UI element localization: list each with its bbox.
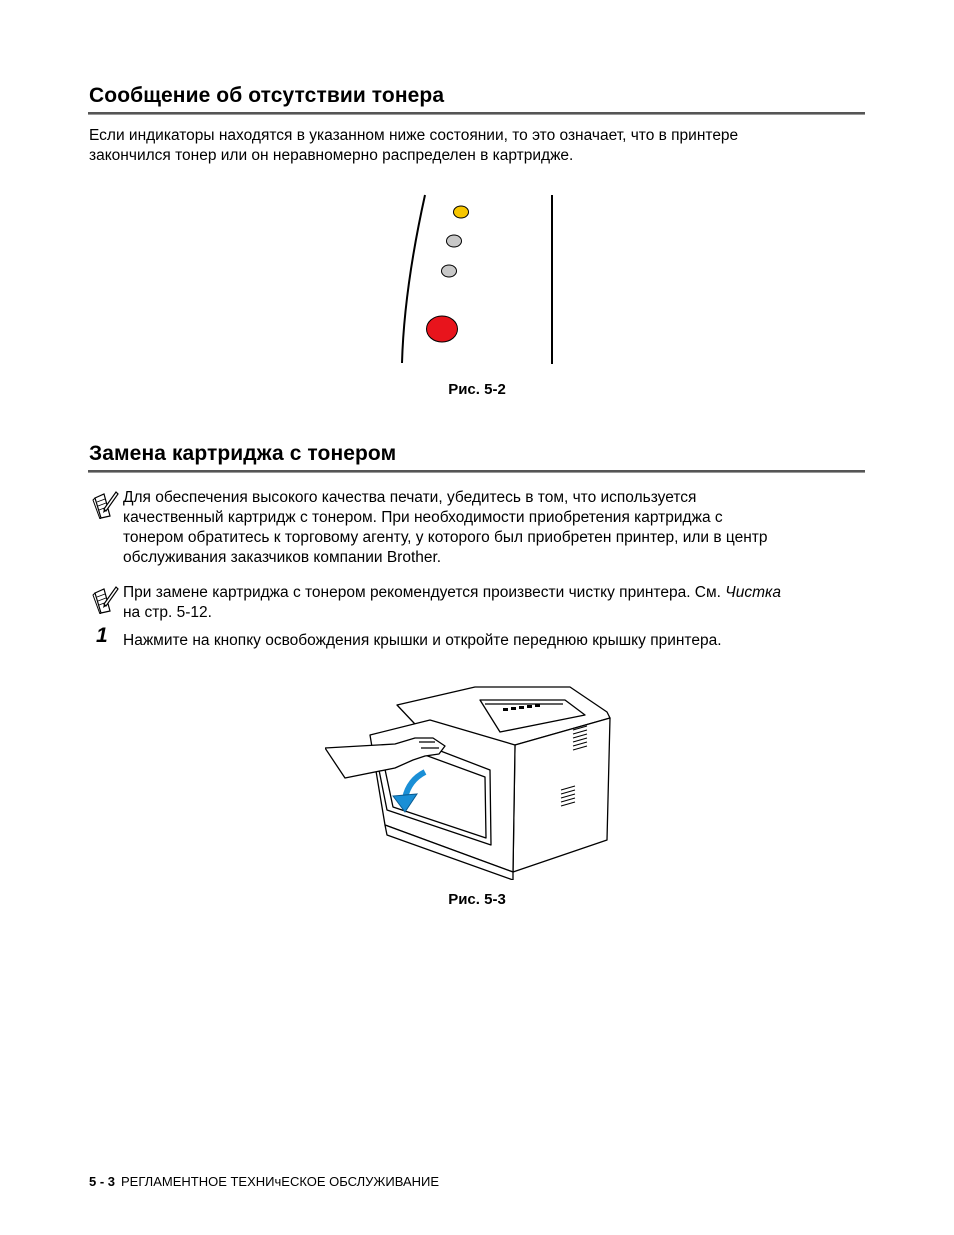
- note-text: При замене картриджа с тонером рекомендуется произвести чистку принтера. См.: [123, 584, 726, 601]
- cleaning-reference-link[interactable]: Чистка: [725, 584, 781, 601]
- led-panel-figure: [390, 190, 570, 370]
- figure-caption: Рис. 5-3: [448, 891, 506, 908]
- section-title-replace-toner: Замена картриджа с тонером: [89, 442, 397, 465]
- page-number: 5 - 3: [89, 1174, 116, 1189]
- note-line: на стр. 5-12.: [123, 604, 212, 621]
- figure-caption: Рис. 5-2: [448, 381, 506, 398]
- step-text: Нажмите на кнопку освобождения крышки и откройте переднюю крышку принтера.: [123, 632, 722, 649]
- panel-edge-left: [402, 195, 425, 363]
- note-line: тонером обратитесь к торговому агенту, у которого был приобретен принтер, или в центр: [123, 529, 768, 546]
- section-divider: [88, 112, 865, 115]
- note-icon: [91, 584, 119, 614]
- page-footer: [89, 1174, 439, 1189]
- note-line: обслуживания заказчиков компании Brother.: [123, 549, 442, 566]
- chapter-title: РЕГЛАМЕНТНОЕ ТЕХНИчЕСКОЕ ОБСЛУЖИВАНИЕ: [121, 1174, 440, 1189]
- drum-led-icon: [447, 235, 462, 247]
- note-icon: [91, 489, 119, 519]
- note-line: Для обеспечения высокого качества печати, убедитесь в том, что используется: [123, 489, 697, 506]
- status-led-icon: [427, 316, 458, 342]
- printer-illustration: [325, 680, 615, 880]
- note-line: [123, 583, 781, 603]
- section-title-no-toner: Сообщение об отсутствии тонера: [89, 84, 445, 107]
- note-line: качественный картридж с тонером. При необходимости приобретения картриджа с: [123, 509, 723, 526]
- section-divider: [88, 470, 865, 473]
- paragraph-line: закончился тонер или он неравномерно распределен в картридже.: [89, 147, 574, 164]
- step-number: 1: [96, 624, 108, 647]
- paragraph-line: Если индикаторы находятся в указанном ниже состоянии, то это означает, что в принтере: [89, 127, 739, 144]
- paper-led-icon: [442, 265, 457, 277]
- toner-led-icon: [454, 206, 469, 218]
